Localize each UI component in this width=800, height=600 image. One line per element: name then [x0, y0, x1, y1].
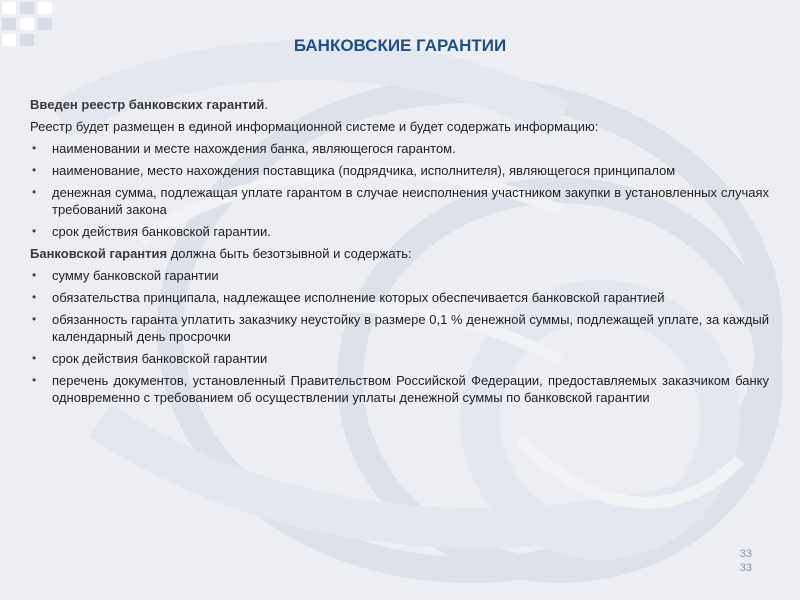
- guarantee-bold-text: Банковской гарантия: [30, 246, 168, 261]
- list-item: • наименовании и месте нахождения банка, являющегося гарантом.: [30, 140, 769, 157]
- slide-content: [30, 96, 769, 411]
- page-number-line: 33: [739, 548, 752, 560]
- registry-list: [30, 140, 769, 240]
- list-item: • срок действия банковской гарантии.: [30, 223, 769, 240]
- list-item: • обязанность гаранта уплатить заказчику неустойку в размере 0,1 % денежной суммы, подлежащей уплате, за каждый календарный день просрочки: [30, 311, 769, 345]
- list-item: • перечень документов, установленный Правительством Российской Федерации, предоставляемых заказчиком банку одновременно с требованием об осуществлении уплаты денежной суммы по банковской гарантии: [30, 372, 769, 406]
- list-item: • сумму банковской гарантии: [30, 267, 769, 284]
- intro-end-text: .: [264, 97, 269, 112]
- list-item: • наименование, место нахождения поставщика (подрядчика, исполнителя), являющегося принципалом: [30, 162, 769, 179]
- page-number: [740, 547, 752, 575]
- guarantee-text: должна быть безотзывной и содержать:: [167, 246, 412, 261]
- guarantee-list: [30, 267, 769, 406]
- list-item: • обязательства принципала, надлежащее исполнение которых обеспечивается банковской гарантией: [30, 289, 769, 306]
- slide-title: БАНКОВСКИЕ ГАРАНТИИ: [293, 36, 507, 55]
- list-item: • денежная сумма, подлежащая уплате гарантом в случае неисполнения участником закупки в установленных случаях требований закона: [30, 184, 769, 218]
- intro-bold-text: Введен реестр банковских гарантий: [30, 97, 265, 112]
- intro-line: [30, 96, 769, 113]
- list-item: • срок действия банковской гарантии: [30, 350, 769, 367]
- page-number-line: 33: [739, 562, 752, 574]
- guarantee-line: [30, 245, 769, 262]
- registry-text: Реестр будет размещен в единой информационной системе и будет содержать информацию:: [30, 119, 599, 134]
